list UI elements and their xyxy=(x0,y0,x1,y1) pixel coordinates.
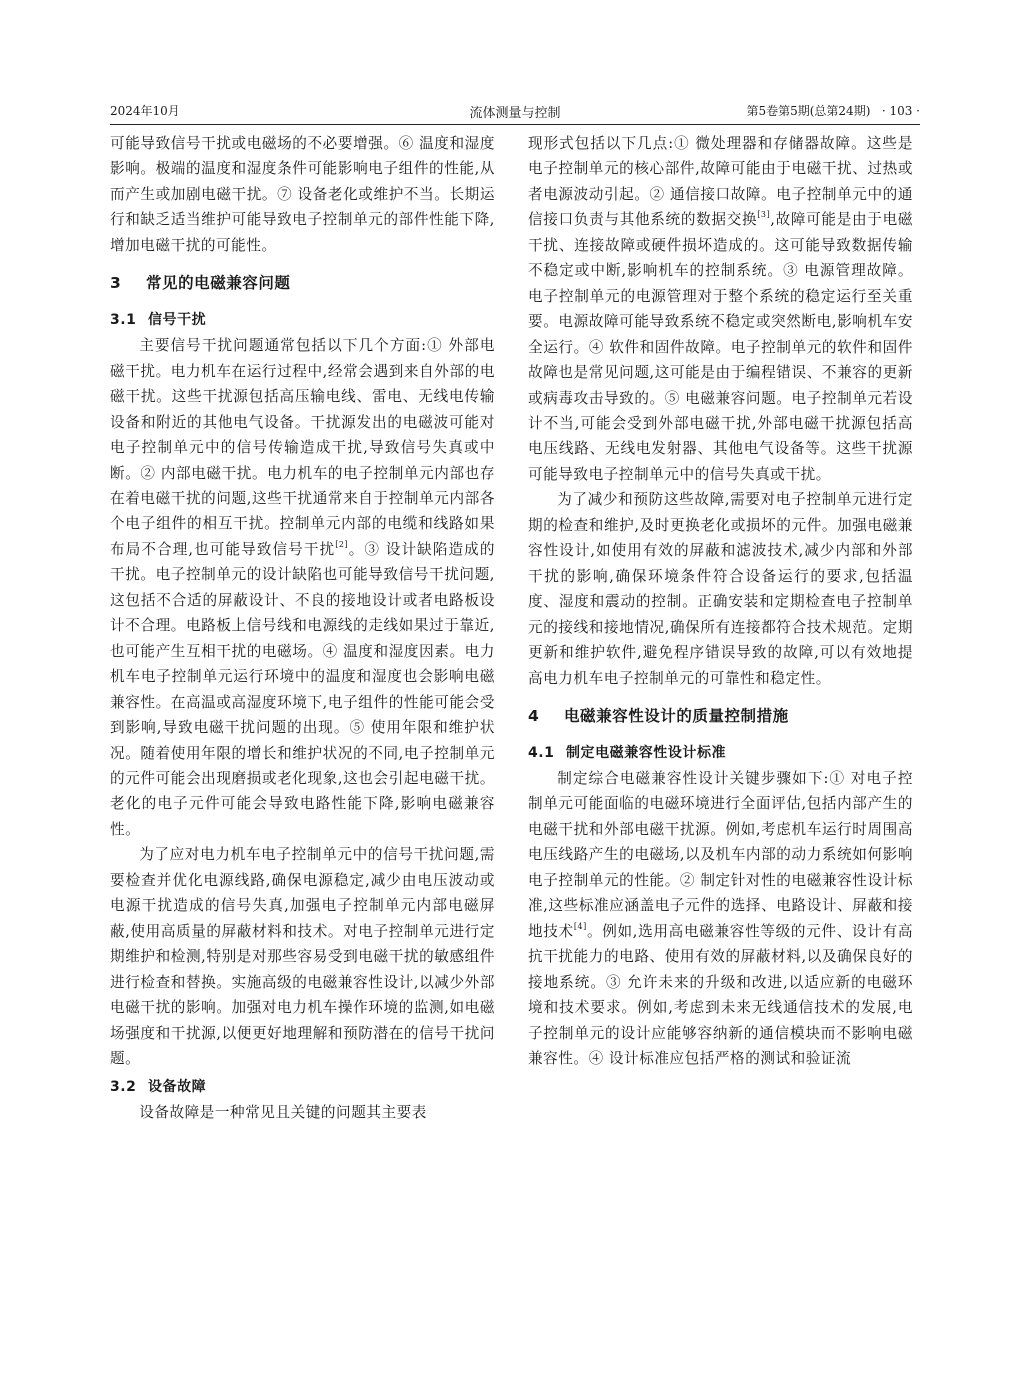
subsection-heading-3-2 xyxy=(110,1075,495,1100)
section-number: 4 xyxy=(528,706,540,725)
paragraph: 可能导致信号干扰或电磁场的不必要增强。⑥ 温度和湿度影响。极端的温度和湿度条件可能影响电子组件的性能,从而产生或加剧电磁干扰。⑦ 设备老化或维护不当。长期运行和缺乏适当维护可能导致电子控制单元的部件性能下降,增加电磁干扰的可能性。 xyxy=(110,135,495,254)
section-heading-4 xyxy=(528,703,913,729)
section-number: 3 xyxy=(110,274,122,293)
paragraph: 为了应对电力机车电子控制单元中的信号干扰问题,需要检查并优化电源线路,确保电源稳定,减少由电压波动或电源干扰造成的信号失真,加强电子控制单元内部电磁屏蔽,使用高质量的屏蔽材料和技术。对电子控制单元进行定期维护和检测,特别是对那些容易受到电磁干扰的敏感组件进行检查和替换。实施高级的电磁兼容性设计,以减少外部电磁干扰的影响。加强对电力机车操作环境的监测,如电磁场强度和干扰源,以便更好地理解和预防潜在的信号干扰问题。 xyxy=(110,846,495,1067)
paragraph-text: ,故障可能是由于电磁干扰、连接故障或硬件损坏造成的。这可能导致数据传输不稳定或中断,影响机车的控制系统。③ 电源管理故障。电子控制单元的电源管理对于整个系统的稳定运行至关重要。电源故障可能导致系统不稳定或突然断电,影响机车安全运行。④ 软件和固件故障。电子控制单元的软件和固件故障也是常见问题,这可能是由于编程错误、不兼容的更新或病毒攻击导致的。⑤ 电磁兼容问题。电子控制单元若设计不当,可能会受到外部电磁干扰,外部电磁干扰源包括高电压线路、无线电发射器、其他电气设备等。这些干扰源可能导致电子控制单元中的信号失真或干扰。 xyxy=(528,211,913,483)
paragraph-text: 。例如,选用高电磁兼容性等级的元件、设计有高抗干扰能力的电路、使用有效的屏蔽材料,以及确保良好的接地系统。③ 允许未来的升级和改进,以适应新的电磁环境和技术要求。例如,考虑到未来无线通信技术的发展,电子控制单元的设计应能够容纳新的通信模块而不影响电磁兼容性。④ 设计标准应包括严格的测试和验证流 xyxy=(528,922,913,1067)
subsection-heading-4-1 xyxy=(528,741,913,766)
header-date: 2024年10月 xyxy=(110,104,180,118)
paragraph-text: 。③ 设计缺陷造成的干扰。电子控制单元的设计缺陷也可能导致信号干扰问题,这包括不合适的屏蔽设计、不良的接地设计或者电路板设计不合理。电路板上信号线和电源线的走线如果过于靠近,也可能产生互相干扰的电磁场。④ 温度和湿度因素。电力机车电子控制单元运行环境中的温度和湿度也会影响电磁兼容性。在高温或高湿度环境下,电子组件的性能可能会受到影响,导致电磁干扰问题的出现。⑤ 使用年限和维护状况。随着使用年限的增长和维护状况的不同,电子控制单元的元件可能会出现磨损或老化现象,这也会引起电磁干扰。老化的电子元件可能会导致电路性能下降,影响电磁兼容性。 xyxy=(110,540,495,838)
subsection-title: 设备故障 xyxy=(148,1079,207,1096)
citation-ref: [3] xyxy=(757,210,771,220)
header-journal-title: 流体测量与控制 xyxy=(469,106,561,121)
paragraph xyxy=(528,766,913,1071)
header-page-number: · 103 · xyxy=(881,104,920,118)
section-title: 电磁兼容性设计的质量控制措施 xyxy=(564,706,789,725)
citation-ref: [4] xyxy=(573,921,587,931)
running-header xyxy=(110,100,920,122)
paragraph-text: 制定综合电磁兼容性设计关键步骤如下:① 对电子控制单元可能面临的电磁环境进行全面评估,包括内部产生的电磁干扰和外部电磁干扰源。例如,考虑机车运行时周围高电压线路产生的电磁场,以及机车内部的动力系统如何影响电子控制单元的性能。② 制定针对性的电磁兼容性设计标准,这些标准应涵盖电子元件的选择、电路设计、屏蔽和接地技术 xyxy=(528,769,913,940)
section-title: 常见的电磁兼容问题 xyxy=(146,274,291,293)
subsection-title: 制定电磁兼容性设计标准 xyxy=(566,744,727,761)
paragraph-text: 现形式包括以下几点:① 微处理器和存储器故障。这些是电子控制单元的核心部件,故障可能由于电磁干扰、过热或者电源波动引起。② 通信接口故障。电子控制单元中的通信接口负责与其他系统的数据交换 xyxy=(528,135,913,229)
paragraph: 为了减少和预防这些故障,需要对电子控制单元进行定期的检查和维护,及时更换老化或损坏的元件。加强电磁兼容性设计,如使用有效的屏蔽和滤波技术,减少内部和外部干扰的影响,确保环境条件符合设备运行的要求,包括温度、湿度和震动的控制。正确安装和定期检查电子控制单元的接线和接地情况,确保所有连接都符合技术规范。定期更新和维护软件,避免程序错误导致的故障,可以有效地提高电力机车电子控制单元的可靠性和稳定性。 xyxy=(528,491,913,687)
paragraph xyxy=(110,333,495,842)
section-heading-3 xyxy=(110,270,495,296)
left-column xyxy=(110,131,495,1296)
right-column xyxy=(528,131,913,1296)
citation-ref: [2] xyxy=(335,539,349,549)
subsection-number: 3.2 xyxy=(110,1079,137,1096)
paragraph xyxy=(528,131,913,487)
subsection-number: 4.1 xyxy=(528,744,555,761)
header-issue-page xyxy=(746,102,920,119)
subsection-title: 信号干扰 xyxy=(148,312,207,329)
subsection-heading-3-1 xyxy=(110,308,495,333)
header-issue: 第5卷第5期(总第24期) xyxy=(746,104,871,118)
paragraph-text: 主要信号干扰问题通常包括以下几个方面:① 外部电磁干扰。电力机车在运行过程中,经常会遇到来自外部的电磁干扰。这些干扰源包括高压输电线、雷电、无线电传输设备和附近的其他电气设备。干扰源发出的电磁波可能对电子控制单元中的信号传输造成干扰,导致信号失真或中断。② 内部电磁干扰。电力机车的电子控制单元内部也存在着电磁干扰的问题,这些干扰通常来自于控制单元内部各个电子组件的相互干扰。控制单元内部的电缆和线路如果布局不合理,也可能导致信号干扰 xyxy=(110,337,495,558)
subsection-number: 3.1 xyxy=(110,312,137,329)
paragraph: 设备故障是一种常见且关键的问题其主要表 xyxy=(139,1104,427,1122)
header-rule xyxy=(110,124,920,125)
